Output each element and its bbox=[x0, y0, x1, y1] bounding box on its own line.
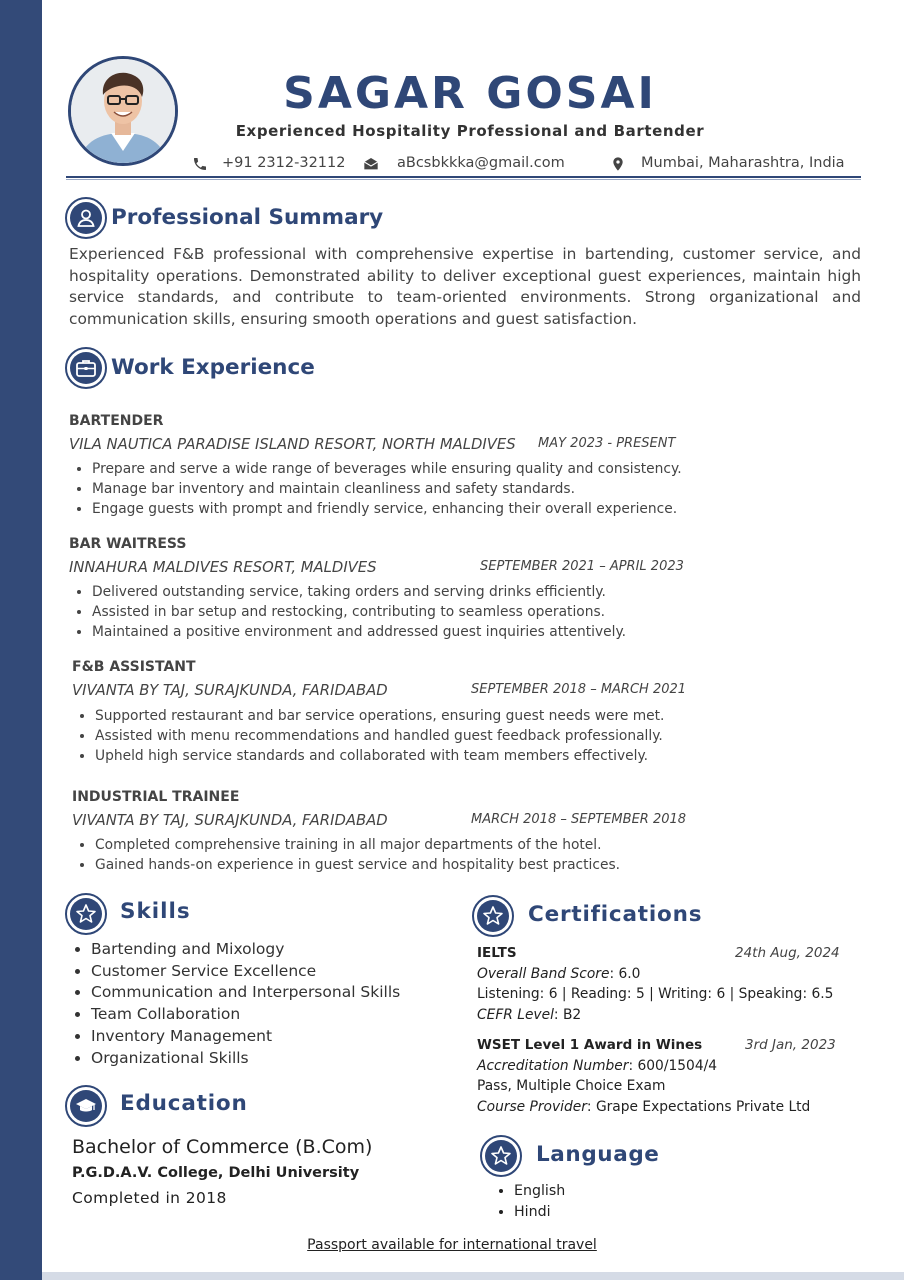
job-duties-list bbox=[72, 836, 620, 876]
certifications-heading: Certifications bbox=[528, 902, 703, 927]
job-dates: MARCH 2018 – SEPTEMBER 2018 bbox=[471, 812, 687, 827]
wset-provider bbox=[477, 1099, 810, 1115]
duty-item: • Maintained a positive environment and addressed guest inquiries attentively. bbox=[92, 623, 626, 643]
duty-item: • Assisted in bar setup and restocking, contributing to seamless operations. bbox=[92, 603, 626, 623]
skill-item: • Bartending and Mixology bbox=[91, 939, 400, 961]
duty-item: • Supported restaurant and bar service operations, ensuring guest needs were met. bbox=[95, 707, 664, 727]
star-icon bbox=[65, 893, 107, 935]
provider-value: : Grape Expectations Private Ltd bbox=[586, 1099, 811, 1115]
cefr-value: : B2 bbox=[553, 1007, 582, 1023]
duty-item: • Gained hands-on experience in guest service and hospitality best practices. bbox=[95, 856, 620, 876]
language-item: • Hindi bbox=[514, 1202, 565, 1223]
header-divider-thin bbox=[66, 179, 861, 180]
wset-accreditation bbox=[477, 1058, 717, 1074]
ielts-section-scores: Listening: 6 | Reading: 5 | Writing: 6 | Speaking: 6.5 bbox=[477, 986, 834, 1002]
cefr-label: CEFR Level bbox=[477, 1007, 554, 1023]
wset-result: Pass, Multiple Choice Exam bbox=[477, 1078, 666, 1094]
duty-item: • Completed comprehensive training in all major departments of the hotel. bbox=[95, 836, 620, 856]
school-name: P.G.D.A.V. College, Delhi University bbox=[72, 1165, 360, 1181]
cert-ielts-name: IELTS bbox=[477, 945, 517, 961]
skill-item: • Communication and Interpersonal Skills bbox=[91, 982, 400, 1004]
job-title: F&B ASSISTANT bbox=[72, 659, 196, 675]
experience-heading: Work Experience bbox=[111, 355, 315, 380]
job-employer: INNAHURA MALDIVES RESORT, MALDIVES bbox=[69, 559, 377, 576]
skill-item: • Customer Service Excellence bbox=[91, 961, 400, 983]
profile-photo bbox=[68, 56, 178, 166]
duty-item: • Assisted with menu recommendations and handled guest feedback professionally. bbox=[95, 727, 664, 747]
summary-text: Experienced F&B professional with comprehensive expertise in bartending, customer service, and hospitality operations. Demonstrated ability to deliver exceptional guest experiences, maintain high service standards, and contribute to team-oriented environments. Strong organizational and communication skills, ensuring smooth operations and guest satisfaction. bbox=[69, 245, 861, 328]
duty-item: • Prepare and serve a wide range of beverages while ensuring quality and consistency. bbox=[92, 460, 682, 480]
accreditation-value: : 600/1504/4 bbox=[628, 1058, 718, 1074]
briefcase-icon bbox=[65, 347, 107, 389]
completion-year: Completed in 2018 bbox=[72, 1189, 227, 1207]
graduation-cap-icon bbox=[65, 1085, 107, 1127]
envelope-icon bbox=[363, 156, 379, 172]
star-icon bbox=[480, 1135, 522, 1177]
job-duties-list bbox=[69, 460, 682, 519]
job-dates: SEPTEMBER 2021 – APRIL 2023 bbox=[480, 559, 684, 574]
duty-item: • Delivered outstanding service, taking orders and serving drinks efficiently. bbox=[92, 583, 626, 603]
header-divider bbox=[66, 176, 861, 178]
passport-note: Passport available for international travel bbox=[307, 1237, 597, 1253]
cert-wset-date: 3rd Jan, 2023 bbox=[745, 1037, 836, 1053]
phone-number: +91 2312-32112 bbox=[222, 155, 346, 171]
location-pin-icon bbox=[610, 156, 626, 172]
duty-item: • Upheld high service standards and collaborated with team members effectively. bbox=[95, 747, 664, 767]
skills-list bbox=[68, 939, 400, 1069]
person-icon bbox=[65, 197, 107, 239]
job-employer: VIVANTA BY TAJ, SURAJKUNDA, FARIDABAD bbox=[72, 812, 388, 829]
band-score-value: : 6.0 bbox=[609, 966, 641, 982]
job-duties-list bbox=[69, 583, 626, 642]
cert-ielts-date: 24th Aug, 2024 bbox=[735, 945, 840, 961]
candidate-name: SAGAR GOSAI bbox=[283, 68, 657, 119]
education-heading: Education bbox=[120, 1091, 248, 1116]
job-title: INDUSTRIAL TRAINEE bbox=[72, 789, 240, 805]
duty-item: • Manage bar inventory and maintain cleanliness and safety standards. bbox=[92, 480, 682, 500]
skill-item: • Organizational Skills bbox=[91, 1048, 400, 1070]
job-dates: SEPTEMBER 2018 – MARCH 2021 bbox=[471, 682, 687, 697]
band-score-label: Overall Band Score bbox=[477, 966, 610, 982]
skill-item: • Inventory Management bbox=[91, 1026, 400, 1048]
location-text: Mumbai, Maharashtra, India bbox=[641, 155, 845, 171]
contact-email bbox=[363, 155, 583, 173]
summary-heading: Professional Summary bbox=[111, 205, 384, 230]
degree-name: Bachelor of Commerce (B.Com) bbox=[72, 1136, 373, 1158]
email-address: aBcsbkkka@gmail.com bbox=[397, 155, 565, 171]
skills-heading: Skills bbox=[120, 899, 191, 924]
accreditation-label: Accreditation Number bbox=[477, 1058, 629, 1074]
job-title: BAR WAITRESS bbox=[69, 536, 187, 552]
job-employer: VILA NAUTICA PARADISE ISLAND RESORT, NORTH MALDIVES bbox=[69, 436, 516, 453]
candidate-tagline: Experienced Hospitality Professional and Bartender bbox=[235, 122, 705, 140]
phone-icon bbox=[192, 156, 208, 172]
bottom-band bbox=[42, 1272, 904, 1280]
language-heading: Language bbox=[536, 1142, 660, 1167]
job-dates: MAY 2023 - PRESENT bbox=[538, 436, 676, 451]
left-sidebar-band bbox=[0, 0, 42, 1280]
contact-phone bbox=[192, 155, 346, 173]
job-title: BARTENDER bbox=[69, 413, 164, 429]
duty-item: • Engage guests with prompt and friendly service, enhancing their overall experience. bbox=[92, 500, 682, 520]
ielts-cefr-level bbox=[477, 1007, 581, 1023]
job-employer: VIVANTA BY TAJ, SURAJKUNDA, FARIDABAD bbox=[72, 682, 388, 699]
contact-location bbox=[610, 155, 860, 173]
skill-item: • Team Collaboration bbox=[91, 1004, 400, 1026]
language-item: • English bbox=[514, 1181, 565, 1202]
cert-wset-name: WSET Level 1 Award in Wines bbox=[477, 1037, 703, 1053]
ielts-band-score bbox=[477, 966, 640, 982]
provider-label: Course Provider bbox=[477, 1099, 587, 1115]
language-list bbox=[490, 1181, 565, 1222]
job-duties-list bbox=[72, 707, 664, 766]
star-icon bbox=[472, 895, 514, 937]
